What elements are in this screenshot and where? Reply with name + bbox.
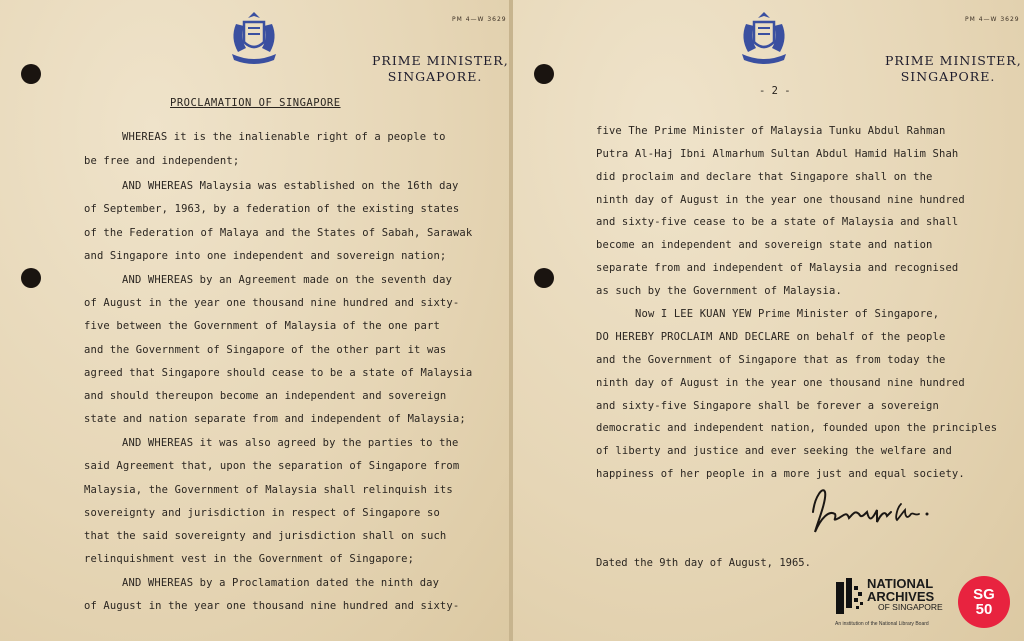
- sg50-text: SG: [973, 586, 995, 603]
- punch-hole: [534, 268, 554, 288]
- punch-hole: [21, 268, 41, 288]
- text-line: be free and independent;: [84, 155, 240, 167]
- office-line: SINGAPORE.: [387, 69, 483, 84]
- page-number: - 2 -: [759, 85, 791, 97]
- text-line: ninth day of August in the year one thousand nine hundred: [596, 377, 965, 389]
- nas-title-line: NATIONAL: [867, 576, 934, 591]
- text-line: of liberty and justice and ever seeking the welfare and: [596, 445, 952, 457]
- text-line: of August in the year one thousand nine hundred and sixty-: [84, 297, 460, 309]
- proclamation-page-2: [513, 0, 1024, 641]
- text-line: did proclaim and declare that Singapore shall on the: [596, 171, 933, 183]
- text-line: ninth day of August in the year one thousand nine hundred: [596, 194, 965, 206]
- nas-title-line: ARCHIVES: [867, 589, 935, 604]
- text-line: and sixty-five Singapore shall be forever a sovereign: [596, 400, 939, 412]
- national-archives-logo-icon: [834, 576, 866, 616]
- text-line: democratic and independent nation, founded upon the principles: [596, 422, 998, 434]
- text-line: agreed that Singapore should cease to be a state of Malaysia: [84, 367, 473, 379]
- text-line: that the said sovereignty and jurisdiction shall on such: [84, 530, 447, 542]
- text-line: AND WHEREAS by a Proclamation dated the ninth day: [122, 577, 440, 589]
- form-number: PM 4—W 3629: [965, 16, 1020, 23]
- text-line: separate from and independent of Malaysia and recognised: [596, 262, 959, 274]
- office-line: PRIME MINISTER,: [372, 53, 509, 68]
- text-line: Malaysia, the Government of Malaysia shall relinquish its: [84, 484, 453, 496]
- text-line: sovereignty and jurisdiction in respect of Singapore so: [84, 507, 440, 519]
- sg50-text: 50: [975, 601, 993, 618]
- signature: [805, 474, 931, 542]
- text-line: AND WHEREAS by an Agreement made on the seventh day: [122, 274, 453, 286]
- punch-hole: [21, 64, 41, 84]
- text-line: Now I LEE KUAN YEW Prime Minister of Singapore,: [635, 308, 940, 320]
- singapore-crest-icon: [224, 8, 284, 66]
- text-line: and the Government of Singapore of the other part it was: [84, 344, 447, 356]
- dated-line: Dated the 9th day of August, 1965.: [596, 557, 811, 569]
- text-line: DO HEREBY PROCLAIM AND DECLARE on behalf of the people: [596, 331, 946, 343]
- proclamation-page-1: [0, 0, 509, 641]
- office-header: [372, 53, 509, 85]
- office-line: SINGAPORE.: [900, 69, 996, 84]
- text-line: said Agreement that, upon the separation of Singapore from: [84, 460, 460, 472]
- text-line: of September, 1963, by a federation of the existing states: [84, 203, 460, 215]
- nas-subtitle: An institution of the National Library Board: [835, 621, 929, 627]
- text-line: of the Federation of Malaya and the States of Sabah, Sarawak: [84, 227, 473, 239]
- text-line: AND WHEREAS Malaysia was established on the 16th day: [122, 180, 459, 192]
- text-line: relinquishment vest in the Government of Singapore;: [84, 553, 415, 565]
- text-line: as such by the Government of Malaysia.: [596, 285, 842, 297]
- text-line: Putra Al-Haj Ibni Almarhum Sultan Abdul Hamid Halim Shah: [596, 148, 959, 160]
- text-line: and should thereupon become an independent and sovereign: [84, 390, 447, 402]
- text-line: AND WHEREAS it was also agreed by the parties to the: [122, 437, 459, 449]
- punch-hole: [534, 64, 554, 84]
- text-line: and sixty-five cease to be a state of Malaysia and shall: [596, 216, 959, 228]
- document-title: PROCLAMATION OF SINGAPORE: [170, 97, 341, 109]
- text-line: five between the Government of Malaysia of the one part: [84, 320, 440, 332]
- text-line: and Singapore into one independent and sovereign nation;: [84, 250, 447, 262]
- text-line: happiness of her people in a more just and equal society.: [596, 468, 965, 480]
- singapore-crest-icon: [734, 8, 794, 66]
- office-line: PRIME MINISTER,: [885, 53, 1022, 68]
- text-line: five The Prime Minister of Malaysia Tunku Abdul Rahman: [596, 125, 946, 137]
- office-header: [885, 53, 1022, 85]
- nas-title-line: OF SINGAPORE: [878, 602, 943, 612]
- text-line: WHEREAS it is the inalienable right of a people to: [122, 131, 446, 143]
- sg50-badge-icon: [958, 576, 1010, 628]
- text-line: state and nation separate from and independent of Malaysia;: [84, 413, 466, 425]
- form-number: PM 4—W 3629: [452, 16, 507, 23]
- text-line: become an independent and sovereign state and nation: [596, 239, 933, 251]
- text-line: and the Government of Singapore that as from today the: [596, 354, 946, 366]
- text-line: of August in the year one thousand nine hundred and sixty-: [84, 600, 460, 612]
